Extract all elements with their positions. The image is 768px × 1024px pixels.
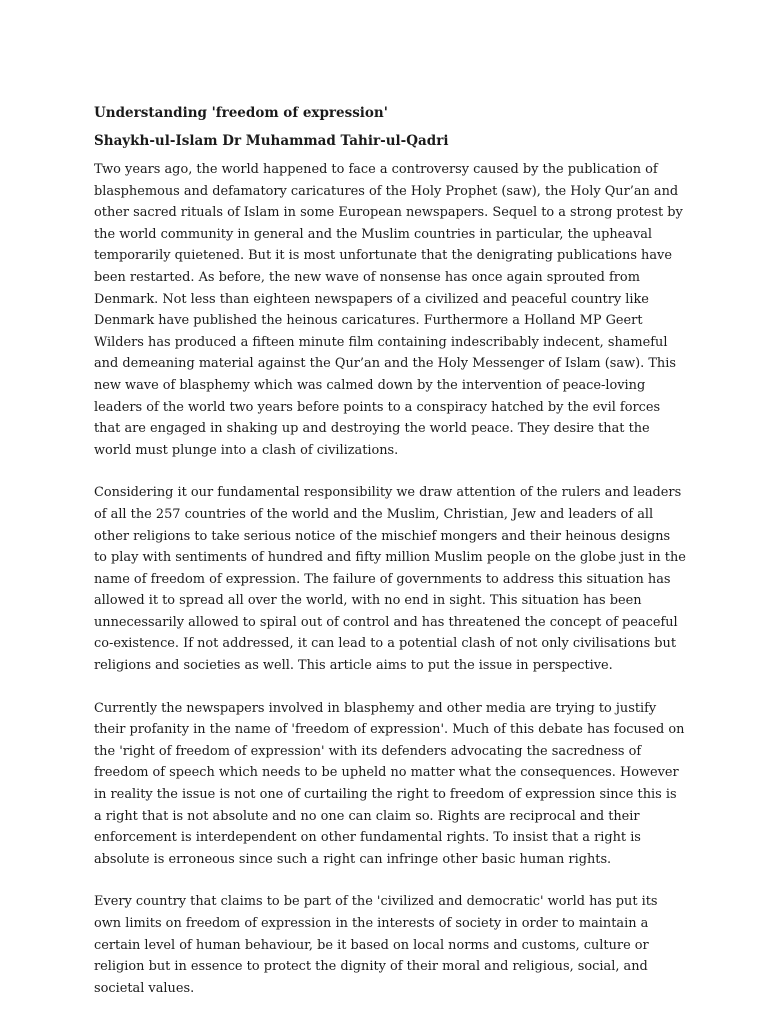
paragraph: Every country that claims to be part of the 'civilized and democratic' world has put its own limits on freedom of expression in the interests of society in order to maintain a certain level of human behaviour, be it based on local norms and customs, culture or religion but in essence to protect the dignity of their moral and religious, social, and societal values. — [94, 894, 658, 996]
paragraph: Two years ago, the world happened to face a controversy caused by the publication of blasphemous and defamatory caricatures of the Holy Prophet (saw), the Holy Qur’an and other sacred rituals of Islam in some European newspapers. Sequel to a strong protest by the world community in general and the Muslim countries in particular, the upheaval temporarily quietened. But it is most unfortunate that the denigrating publications have been restarted. As before, the new wave of nonsense has once again sprouted from Denmark. Not less than eighteen newspapers of a civilized and peaceful country like Denmark have published the heinous caricatures. Furthermore a Holland MP Geert Wilders has produced a fifteen minute film containing indescribably indecent, shameful and demeaning material against the Qur’an and the Holy Messenger of Islam (saw). This new wave of blasphemy which was calmed down by the intervention of peace-loving leaders of the world two years before points to a conspiracy hatched by the evil forces that are engaged in shaking up and destroying the world peace. They desire that the world must plunge into a clash of civilizations. — [94, 162, 683, 458]
paragraph: Considering it our fundamental responsibility we draw attention of the rulers and leaders of all the 257 countries of the world and the Muslim, Christian, Jew and leaders of all other religions to take serious notice of the mischief mongers and their heinous designs to play with sentiments of hundred and fifty million Muslim people on the globe just in the name of freedom of expression. The failure of governments to address this situation has allowed it to spread all over the world, with no end in sight. This situation has been unnecessarily allowed to spiral out of control and has threatened the concept of peaceful co-existence. If not addressed, it can lead to a potential clash of not only civilisations but religions and societies as well. This article aims to put the issue in perspective. — [94, 485, 686, 674]
document-author: Shaykh-ul-Islam Dr Muhammad Tahir-ul-Qadri — [94, 133, 449, 149]
document-body — [94, 100, 686, 999]
paragraph: Currently the newspapers involved in blasphemy and other media are trying to justify their profanity in the name of 'freedom of expression'. Much of this debate has focused on the 'right of freedom of expression' with its defenders advocating the sacredness of freedom of speech which needs to be upheld no matter what the consequences. However in reality the issue is not one of curtailing the right to freedom of expression since this is a right that is not absolute and no one can claim so. Rights are reciprocal and their enforcement is interdependent on other fundamental rights. To insist that a right is absolute is erroneous since such a right can infringe other basic human rights. — [94, 700, 685, 867]
document-title: Understanding 'freedom of expression' — [94, 105, 388, 121]
